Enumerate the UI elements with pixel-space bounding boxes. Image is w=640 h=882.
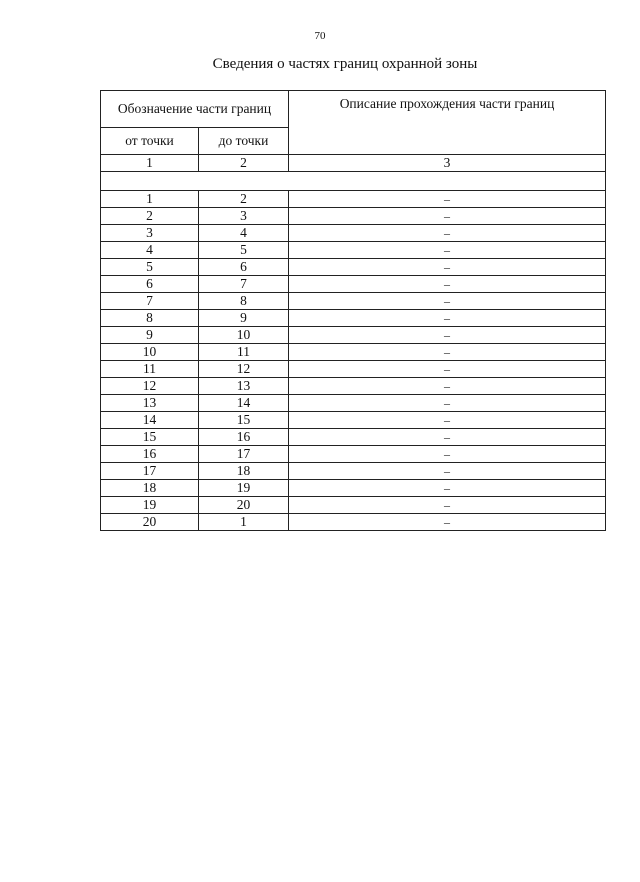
description-cell: – [289,208,606,225]
header-to-point: до точки [199,128,289,155]
table-row [101,242,606,259]
to-point-cell: 10 [199,327,289,344]
boundary-parts-table [100,90,606,531]
header-from-point: от точки [101,128,199,155]
from-point-cell: 8 [101,310,199,327]
from-point-cell: 1 [101,191,199,208]
to-point-cell: 3 [199,208,289,225]
description-cell: – [289,412,606,429]
description-cell: – [289,191,606,208]
table-row [101,293,606,310]
description-cell: – [289,497,606,514]
table-row [101,259,606,276]
description-cell: – [289,242,606,259]
page-number: 70 [314,30,326,42]
to-point-cell: 16 [199,429,289,446]
description-cell: – [289,429,606,446]
from-point-cell: 2 [101,208,199,225]
to-point-cell: 6 [199,259,289,276]
description-cell: – [289,446,606,463]
description-cell: – [289,514,606,531]
from-point-cell: 9 [101,327,199,344]
section-spacer-cell [101,172,606,191]
to-point-cell: 17 [199,446,289,463]
to-point-cell: 4 [199,225,289,242]
table-row [101,446,606,463]
description-cell: – [289,395,606,412]
from-point-cell: 20 [101,514,199,531]
to-point-cell: 2 [199,191,289,208]
to-point-cell: 15 [199,412,289,429]
column-number-3: 3 [289,155,606,172]
to-point-cell: 1 [199,514,289,531]
section-spacer-row [101,172,606,191]
header-boundary-designation: Обозначение части границ [101,91,289,128]
from-point-cell: 6 [101,276,199,293]
from-point-cell: 7 [101,293,199,310]
from-point-cell: 15 [101,429,199,446]
table-row [101,191,606,208]
table-row [101,395,606,412]
to-point-cell: 20 [199,497,289,514]
header-boundary-description: Описание прохождения части границ [289,91,606,155]
description-cell: – [289,327,606,344]
table-row [101,344,606,361]
table-row [101,412,606,429]
from-point-cell: 19 [101,497,199,514]
to-point-cell: 14 [199,395,289,412]
table-row [101,276,606,293]
table-row [101,225,606,242]
table-row [101,463,606,480]
to-point-cell: 11 [199,344,289,361]
from-point-cell: 14 [101,412,199,429]
description-cell: – [289,344,606,361]
from-point-cell: 3 [101,225,199,242]
table-row [101,208,606,225]
to-point-cell: 7 [199,276,289,293]
table-row [101,310,606,327]
description-cell: – [289,378,606,395]
description-cell: – [289,276,606,293]
from-point-cell: 16 [101,446,199,463]
table-row [101,480,606,497]
description-cell: – [289,293,606,310]
to-point-cell: 5 [199,242,289,259]
table-row [101,378,606,395]
to-point-cell: 8 [199,293,289,310]
to-point-cell: 19 [199,480,289,497]
from-point-cell: 10 [101,344,199,361]
table-row [101,514,606,531]
from-point-cell: 5 [101,259,199,276]
from-point-cell: 4 [101,242,199,259]
to-point-cell: 13 [199,378,289,395]
description-cell: – [289,361,606,378]
header-row-1 [101,91,606,128]
from-point-cell: 13 [101,395,199,412]
description-cell: – [289,310,606,327]
table-row [101,361,606,378]
table-row [101,497,606,514]
to-point-cell: 9 [199,310,289,327]
from-point-cell: 17 [101,463,199,480]
description-cell: – [289,463,606,480]
from-point-cell: 12 [101,378,199,395]
table-row [101,327,606,344]
description-cell: – [289,225,606,242]
from-point-cell: 11 [101,361,199,378]
description-cell: – [289,259,606,276]
description-cell: – [289,480,606,497]
table-row [101,429,606,446]
column-number-1: 1 [101,155,199,172]
to-point-cell: 18 [199,463,289,480]
column-number-row [101,155,606,172]
column-number-2: 2 [199,155,289,172]
from-point-cell: 18 [101,480,199,497]
document-title: Сведения о частях границ охранной зоны [212,56,478,72]
to-point-cell: 12 [199,361,289,378]
